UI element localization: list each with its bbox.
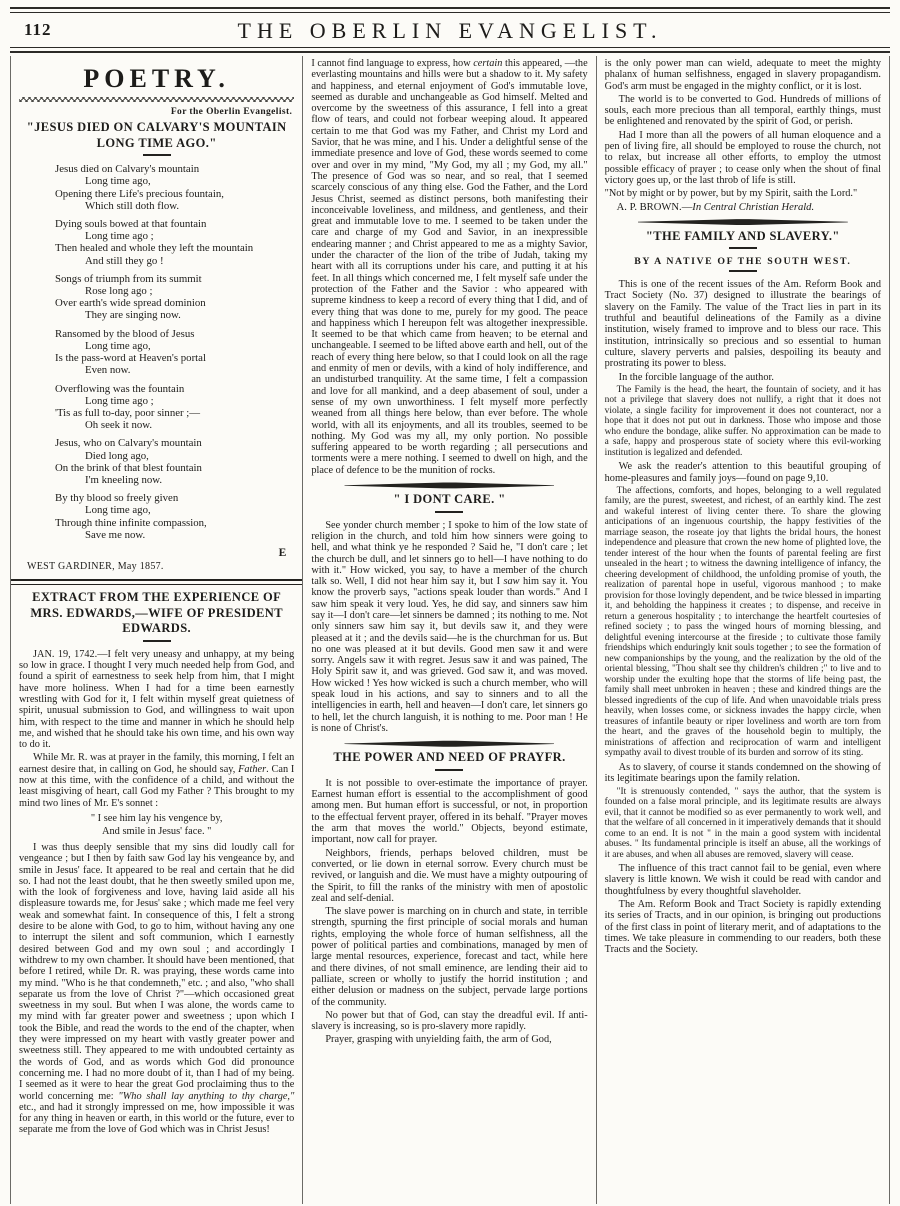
paragraph: No power but that of God, can stay the dreadful evil. If anti-slavery is increasing, so is pro-slavery more rapidly. (311, 1009, 588, 1033)
poem-line: 'Tis as full to-day, poor sinner ;— (55, 406, 201, 419)
paragraph-continuation: I cannot find language to express, how certain this appeared, —the everlasting mountains and hills were but a shadow to it. My safety and happiness, and eternal enjoyment of God's immutable love, seemed as durable and unchangeable as God himself. Melted and overcome by the sweetness of this assurance, I fell into a great flow of tears, and could not forbear weeping aloud. It appeared certain to me that God was my Father, and Christ my Lord and Savior, that he was mine, and I his. Under a delightful sense of the immediate presence and love of God, these words seemed to come over and over in my mind, "My God, my all ; my God, my all." The presence of God was so near, and so real, that I seemed scarcely conscious of any thing else. God the Father, and the Lord Jesus Christ, seemed as distinct persons, both manifesting their inconceivable loveliness, and mildness, and gentleness, and their great and immutable love to me. I seemed to be taken under the care and charge of my God and Savior, in an inexpressible endearing manner ; and Christ appeared to me as a mighty Savior, under the character of the lion of the tribe of Judah, taking my heart with all its corruptions under his care, and putting it at his feet. In all things which concerned me, I felt myself safe under the protection of the Father and the Savior : who appeared with supreme kindness to keep a record of every thing that I did, and of every thing that was done to me, purely for my good. The peace and happiness which I hereupon felt was altogether inexpressible. It seemed to be that which came from heaven; to be eternal and unchangeable. I seemed to be lifted above earth and hell, out of the reach of every thing here below, so that I could look on all the rage and enmity of men or devils, with a kind of holy indifference, and an undisturbed tranquility. At the same time, I felt a compassion and love for all mankind, and a deep abasement of soul, under a sense of my own unworthiness. I felt myself more perfectly weaned from all things here below, than ever before. The whole world, with all its enjoyments, and all its troubles, seemed to be nothing. My God was my all, my only portion. No possible suffering appeared to be worth regarding ; all persecutions and torments were a mere nothing. I seemed to dwell on high, and the place of defence to be the munition of rocks. (311, 58, 588, 476)
poem-line: Songs of triumph from its summit (55, 272, 202, 285)
wavy-rule (19, 97, 294, 102)
paragraph-continuation: is the only power man can wield, adequate to meet the mighty phalanx of human selfishness, engaged in slavery propagandism. God's arm must be engaged in the mighty conflict, or it is lost. (604, 58, 881, 92)
paragraph: The world is to be converted to God. Hundreds of millions of souls, each more precious than all temporal, earthly things, must be enlightened and renovated by the spirit of God, or perish. (604, 93, 881, 128)
poem-line: By thy blood so freely given (55, 492, 179, 505)
short-rule (143, 640, 171, 644)
verse-quote (19, 812, 294, 838)
paragraph: The slave power is marching on in church and state, in terrible strength, spurning the first principle of social morals and human rights, employing the whole force of human selfishness, all the power of political parties and combinations, managed by men of large mental resources, experience, forecast and tact, while here and there divines, of not small eminence, are lending their aid to palliate, screen or wholly to justify the horrid institution ; and either delusion or madness on the subject, pervade large portions of the community. (311, 906, 588, 1008)
poem-line: Overflowing was the fountain (55, 382, 185, 395)
paragraph: Had I more than all the powers of all human eloquence and a pen of living fire, all should be employed to rouse the church, not to relax, but increase all other efforts, to employ the utmost possible efficacy of prayer ; to cease only when the shout of final victory goes up, or the last throb of life is still. (604, 129, 881, 186)
poem-line: Through thine infinite compassion, (55, 516, 207, 529)
poem-stanza (55, 218, 294, 267)
poem-line: Even now. (85, 364, 131, 377)
tapered-divider (344, 740, 554, 747)
poem-line: On the brink of that blest fountain (55, 461, 202, 474)
quoted-paragraph: The affections, comforts, and hopes, belonging to a well regulated family, are the purest, sweetest, and richest, of an earthly kind. The zest and wakeful interest of living center there. To share the glowing anticipations of an ingenuous courtship, the happy festivities of the marriage season, the roseate joy that lights the bridal hours, the honest independence and pleasure that crown the new home of plighted love, the tender interest of the hour when the founts of parental feeling are first unsealed in the heart ; to witness the dawning intelligence of infancy, the cheering development of childhood, the unfolding promise of youth, the realization of parental hope in useful, vigorous manhood ; to make provision for those lovingly dependent, and be twice blessed in imparting it, and beholding the happiness it creates ; to dispense, and receive in return a generous hospitality ; to interchange the heartfelt courtesies of refined society ; to pass the winged hours of morning blessing, and delightful evening intercourse at the fireside ; to cultivate those family friendships which enduringly knit souls together ; to see the formation of new companionships by the young, and the realization by the old of the oriental blessing, "Thou shalt see thy children's children ;" to live and to worship under the exulting hope that the storms of life being past, the family shall meet unbroken in heaven ; these and kindred things are the blessed ingredients of the cup of life. And when unavoidable trials press heavily, when losses come, or sickness invades the happy circle, when treasures of infantile beauty or riper loveliness and worth are torn from the heart, and the graves of the household begin to multiply, the ministrations of affection and reciprocation of warm and intelligent sympathy avail to divest trouble of its burden and sorrow of its sting. (604, 485, 881, 759)
column-3 (597, 56, 890, 1204)
paragraph: As to slavery, of course it stands condemned on the showing of its legitimate bearings upon the family relation. (604, 761, 881, 785)
column-2 (303, 56, 596, 1204)
short-rule (435, 769, 463, 773)
paragraph: While Mr. R. was at prayer in the family, this morning, I felt an earnest desire that, in calling on God, he should say, Father. Can I now at this time, with the confidence of a child, and without the least misgiving of heart, call God my Father ? This brought to my mind two lines of Mr. E's sonnet : (19, 752, 295, 809)
poem-line: Long time ago ; (85, 394, 154, 407)
paragraph: Neighbors, friends, perhaps beloved children, must be converted, or lie down in eternal sorrow. Every church must be revived, or languish and die. We must have a mighty outpouring of the Spirit, to fill the ranks of the ministry with men of apostolic zeal and self-denial. (311, 847, 588, 904)
poem-line: Rose long ago ; (85, 285, 153, 298)
paragraph: The influence of this tract cannot fail to be genial, even where slavery is little known. We wish it could be read with candor and thoughtfulness by every thoughtful slaveholder. (604, 863, 881, 897)
masthead-title: THE OBERLIN EVANGELIST. (237, 18, 663, 43)
paragraph: We ask the reader's attention to this beautiful grouping of home-pleasures and family joys—found on page 9,10. (604, 461, 881, 484)
section-heading: POETRY. (83, 64, 230, 93)
poem-line: Opening there Life's precious fountain, (55, 187, 224, 200)
article-heading: " I DONT CARE. " (393, 491, 506, 506)
paragraph-continuation: "Not by might or by power, but by my Spirit, saith the Lord." (604, 188, 858, 200)
poem-line: Jesus died on Calvary's mountain (55, 163, 200, 176)
poem-line: Jesus, who on Calvary's mountain (55, 437, 202, 450)
paragraph: I was thus deeply sensible that my sins did loudly call for vengeance ; but I then by faith saw God lay his vengeance by, and smile in Jesus' face. It appeared to be real and certain that he did so. I had not the least doubt, that he then sweetly smiled upon me, with the look of forgiveness and love, having laid aside all his displeasure towards me, for Jesus' sake ; which made me feel very weak and somewhat faint. In consequence of this, I felt a strong desire to be alone with God, to go to him, without having any one to interrupt the silent and soft communion, which I earnestly desired between God and my own soul ; and accordingly I withdrew to my own chamber. It should have been mentioned, that before I retired, while Dr. R. was praying, these words came into my mind. "Who is he that condemneth," etc. ; and also, "who shall separate us from the love of Christ ?"—which occasioned great sweetness in my soul. But when I was alone, the words came to my mind with far greater power and sweetness ; upon which I took the Bible, and read the words to the end of the chapter, when they were impressed on my heart with vastly greater power and sweetness still. They appeared to me with undoubted certainty as the words of God, and as words which God did pronounce concerning me. I had no more doubt of it, than I had of my being. I seemed as it were to hear the great God proclaiming thus to the world concerning me: "Who shall lay anything to thy charge," etc., and had it strongly impressed on me, how impossible it was for any thing in heaven or earth, in this world or the future, ever to separate me from the love of God which was in Christ Jesus! (19, 841, 295, 1136)
short-rule (729, 270, 757, 274)
poem-line: Is the pass-word at Heaven's portal (55, 352, 206, 365)
short-rule (729, 247, 757, 251)
quote-line: And smile in Jesus' face. " (101, 825, 212, 837)
poem-stanza (55, 492, 294, 541)
poem-line: Long time ago, (85, 504, 151, 517)
poem-line: Long time ago ; (85, 230, 154, 243)
poem-line: Died long ago, (85, 449, 149, 462)
poem-signature: E (278, 546, 287, 559)
article-heading: EXTRACT FROM THE EXPERIENCE OF MRS. EDWARDS,—WIFE OF PRESIDENT EDWARDS. (30, 589, 283, 636)
paragraph: Prayer, grasping with unyielding faith, the arm of God, (325, 1034, 552, 1046)
quoted-paragraph: The Family is the head, the heart, the fountain of society, and it has not a privilege that slavery does not nullify, a right that it does not violate, a single facility for improvement it does not counteract, nor a hope that it does not put out in darkness. Those who impose and those who endure the bondage, alike suffer. No approximation can be made to a safe, happy and prosperous state of society where this evil-working institution is legalized and defended. (604, 384, 881, 458)
poem-line: Over earth's wide spread dominion (55, 297, 206, 310)
poem-stanza (55, 328, 294, 377)
article-heading: "JESUS DIED ON CALVARY'S MOUNTAIN LONG TIME AGO." (26, 120, 287, 150)
tapered-divider (344, 482, 554, 489)
poem-line: Then healed and whole they left the mountain (55, 242, 254, 255)
poem-stanza (55, 383, 294, 432)
page-header (12, 11, 888, 45)
poem-line: Long time ago, (85, 175, 151, 188)
paragraph: This is one of the recent issues of the Am. Reform Book and Tract Society (No. 37) designed to illustrate the bearings of slavery on the Family. The value of the Tract lies in part in its truthful and beautiful delineations of the Family as a divine institution, wisely framed to improve and to bless our race. This institution, intrinsically so precious and so essential to human culture, slavery perverts and palsies, despoiling its beauty and prostrating its power to bless. (604, 279, 881, 370)
poem-line: I'm kneeling now. (85, 473, 163, 486)
paragraph: It is not possible to over-estimate the importance of prayer. Earnest human effort is essential to the accomplishment of good among men. But human effort is successful, or not, in proportion to the effectual fervent prayer, offered in its behalf. "Prayer moves the arm that moves the world." Objects, beyond estimate, important, now call for prayer. (311, 777, 588, 846)
columns-container (10, 56, 890, 1204)
poem-line: Ransomed by the blood of Jesus (55, 327, 195, 340)
article-heading: THE POWER AND NEED OF PRAYFR. (333, 750, 566, 765)
poem-stanza (55, 163, 294, 212)
poem-line: Which still doth flow. (85, 199, 180, 212)
tapered-divider (638, 219, 848, 226)
byline: BY A NATIVE OF THE SOUTH WEST. (634, 256, 852, 268)
page-number: 112 (24, 20, 52, 39)
column-1 (10, 56, 303, 1204)
poem-line: They are singing now. (85, 309, 181, 322)
poem-line: Long time ago, (85, 339, 151, 352)
poem-stanza (55, 273, 294, 322)
paragraph: See yonder church member ; I spoke to him of the low state of religion in the church, and told him how sinners were going to hell, and what think ye he responded ? Said he, "I don't care ; let the church be dull, and let sinners go to hell—I have nothing to do with it." How wicked, you say, to have a member of the church talk so. Well, I did not hear him say it, but I saw him say it. You know the proverb says, "actions speak louder than words." And I saw him speak it very loud. Yes, he did say, and sinners saw him say it—I don't care—let sinners be damned ; its nothing to me. Not only sinners saw him say it, but devils saw it, and they were pleased at it ; and the devils said—he is the churchman for us. But no one was pleased at it but devils. Good men saw it and were sorry. Angels saw it with regret. Jesus saw it and was pained, The Holy Spirit saw it, and was grieved. God saw it, and was moved. How wicked ! Yes how wicked is such a church member, who will speak loud in his actions, and say to sinners and to all the intelligencies in earth, hell and heaven—I don't care, let sinners go to hell, let the church languish, it is nothing to me. Poor man ! He is none of Christ's. (311, 519, 588, 734)
article-heading: "THE FAMILY AND SLAVERY." (645, 228, 840, 243)
quote-line: " I see him lay his vengence by, (90, 812, 223, 824)
dateline: WEST GARDINER, May 1857. (27, 560, 164, 572)
poem-line: And still they go ! (85, 254, 164, 267)
paragraph: The Am. Reform Book and Tract Society is rapidly extending its series of Tracts, and in our opinion, is bringing out productions of the first class in point of literary merit, and of adaptations to the times. We take pleasure in commending to our readers, both these Tracts and the Society. (604, 898, 881, 956)
paragraph: JAN. 19, 1742.—I felt very uneasy and unhappy, at my being so low in grace. I thought I very much needed help from God, and found a spirit of earnestness to seek help from him, that I might have more holiness. When I had for a time been earnestly wrestling with God for it, I felt within myself great quietness of spirit, unusual submission to God, and willingness to wait upon him, with respect to the time and manner in which he should help me, and wished that he should take his own time, and his own way to do it. (19, 648, 295, 751)
poem-line: Dying souls bowed at that fountain (55, 218, 207, 231)
short-rule (435, 511, 463, 515)
short-rule (143, 154, 171, 158)
double-rule (11, 579, 302, 585)
poem-stanza (55, 437, 294, 486)
quoted-paragraph: "It is strenuously contended, " says the author, that the system is founded on a false moral principle, and its legitimate results are always evil, that it cannot be modified so as ever permanently to work well, and that the welfare of all concerned in it imperatively demands that it should come to an end. It is not " in the main a good system with incidental abuses. " Its fundamental principle is itself an abuse, all the workings of it are abuses, and when all abuses are removed, slavery will cease. (604, 786, 881, 860)
credit-line: For the Oberlin Evangelist. (170, 107, 293, 117)
header-double-rule (10, 47, 890, 53)
poem-line: Oh seek it now. (85, 419, 153, 432)
poem-line: Save me now. (85, 528, 146, 541)
paragraph: In the forcible language of the author. (618, 371, 774, 383)
attribution: A. P. BROWN.—In Central Christian Herald. (616, 201, 815, 213)
